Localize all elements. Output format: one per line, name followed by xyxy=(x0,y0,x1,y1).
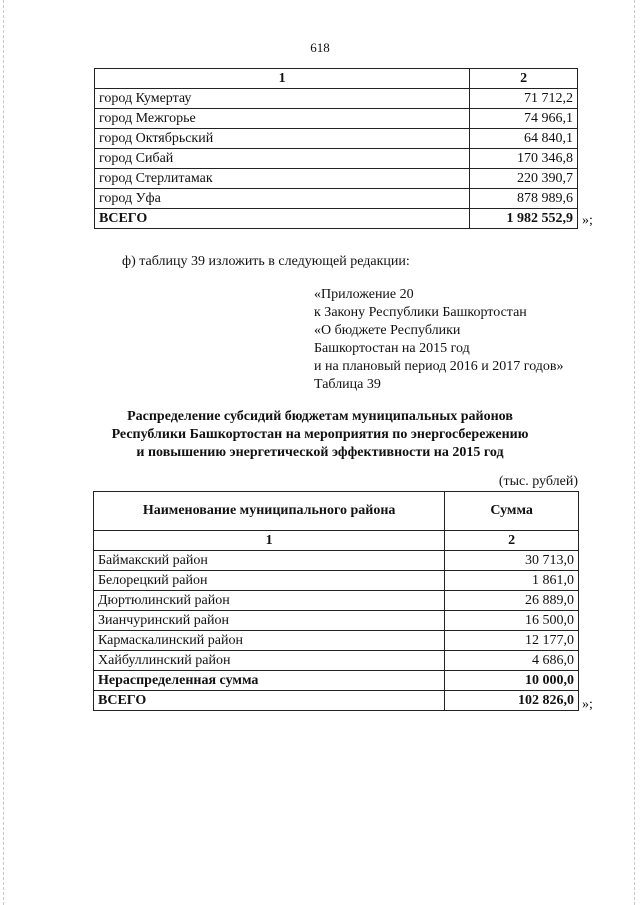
subsidy-table xyxy=(93,491,579,711)
title-line: и повышению энергетической эффективности на 2015 год xyxy=(136,445,504,460)
amendment-instruction: ф) таблицу 39 изложить в следующей редакции: xyxy=(122,254,410,269)
table-row xyxy=(94,571,579,591)
row-name: город Уфа xyxy=(95,189,470,209)
total-label: ВСЕГО xyxy=(94,691,445,711)
total-row xyxy=(94,691,579,711)
appendix-line: Башкортостан на 2015 год xyxy=(314,341,470,356)
table-row xyxy=(95,109,578,129)
title-line: Республики Башкортостан на мероприятия по энергосбережению xyxy=(111,427,529,442)
row-value: 4 686,0 xyxy=(445,651,579,671)
row-name: Баймакский район xyxy=(94,551,445,571)
row-name: город Октябрьский xyxy=(95,129,470,149)
table-row xyxy=(94,631,579,651)
row-value: 170 346,8 xyxy=(470,149,578,169)
column-number-2: 2 xyxy=(470,69,578,89)
row-value: 220 390,7 xyxy=(470,169,578,189)
row-name: Зианчуринский район xyxy=(94,611,445,631)
table-row xyxy=(95,129,578,149)
total-label: ВСЕГО xyxy=(95,209,470,229)
title-line: Распределение субсидий бюджетам муниципальных районов xyxy=(127,409,513,424)
table-row xyxy=(94,611,579,631)
table-continuation xyxy=(94,68,578,229)
left-page-edge xyxy=(3,0,4,905)
row-name: Дюртюлинский район xyxy=(94,591,445,611)
row-value: 26 889,0 xyxy=(445,591,579,611)
total-value: 102 826,0 xyxy=(445,691,579,711)
row-value: 74 966,1 xyxy=(470,109,578,129)
table-row xyxy=(95,149,578,169)
row-name: город Межгорье xyxy=(95,109,470,129)
appendix-line: к Закону Республики Башкортостан xyxy=(314,305,527,320)
closing-quote-mark: »; xyxy=(582,213,593,228)
row-name: город Сибай xyxy=(95,149,470,169)
table-number: Таблица 39 xyxy=(314,377,381,392)
appendix-line: и на плановый период 2016 и 2017 годов» xyxy=(314,359,564,374)
row-name: Белорецкий район xyxy=(94,571,445,591)
column-number-2: 2 xyxy=(445,531,579,551)
table-header-row xyxy=(94,492,579,531)
table-row xyxy=(94,591,579,611)
unallocated-value: 10 000,0 xyxy=(445,671,579,691)
table-row xyxy=(95,189,578,209)
unallocated-label: Нераспределенная сумма xyxy=(94,671,445,691)
column-number-row xyxy=(94,531,579,551)
page-number: 618 xyxy=(310,40,330,55)
right-page-edge xyxy=(634,0,635,905)
row-value: 12 177,0 xyxy=(445,631,579,651)
appendix-line: «О бюджете Республики xyxy=(314,323,461,338)
units-label: (тыс. рублей) xyxy=(498,474,578,489)
column-header-amount: Сумма xyxy=(445,492,579,531)
row-value: 64 840,1 xyxy=(470,129,578,149)
table-row xyxy=(94,651,579,671)
column-header-district: Наименование муниципального района xyxy=(94,492,445,531)
table-row xyxy=(95,169,578,189)
row-name: город Стерлитамак xyxy=(95,169,470,189)
column-number-1: 1 xyxy=(94,531,445,551)
appendix-reference xyxy=(314,286,564,394)
table-row xyxy=(95,89,578,109)
total-row xyxy=(95,209,578,229)
total-value: 1 982 552,9 xyxy=(470,209,578,229)
row-value: 1 861,0 xyxy=(445,571,579,591)
row-name: Хайбуллинский район xyxy=(94,651,445,671)
column-number-1: 1 xyxy=(95,69,470,89)
table-title xyxy=(60,408,580,462)
appendix-line: «Приложение 20 xyxy=(314,287,414,302)
row-name: Кармаскалинский район xyxy=(94,631,445,651)
table-row xyxy=(94,551,579,571)
row-value: 878 989,6 xyxy=(470,189,578,209)
row-name: город Кумертау xyxy=(95,89,470,109)
closing-quote-mark: »; xyxy=(582,697,593,712)
row-value: 16 500,0 xyxy=(445,611,579,631)
table-header-row xyxy=(95,69,578,89)
unallocated-row xyxy=(94,671,579,691)
row-value: 71 712,2 xyxy=(470,89,578,109)
row-value: 30 713,0 xyxy=(445,551,579,571)
